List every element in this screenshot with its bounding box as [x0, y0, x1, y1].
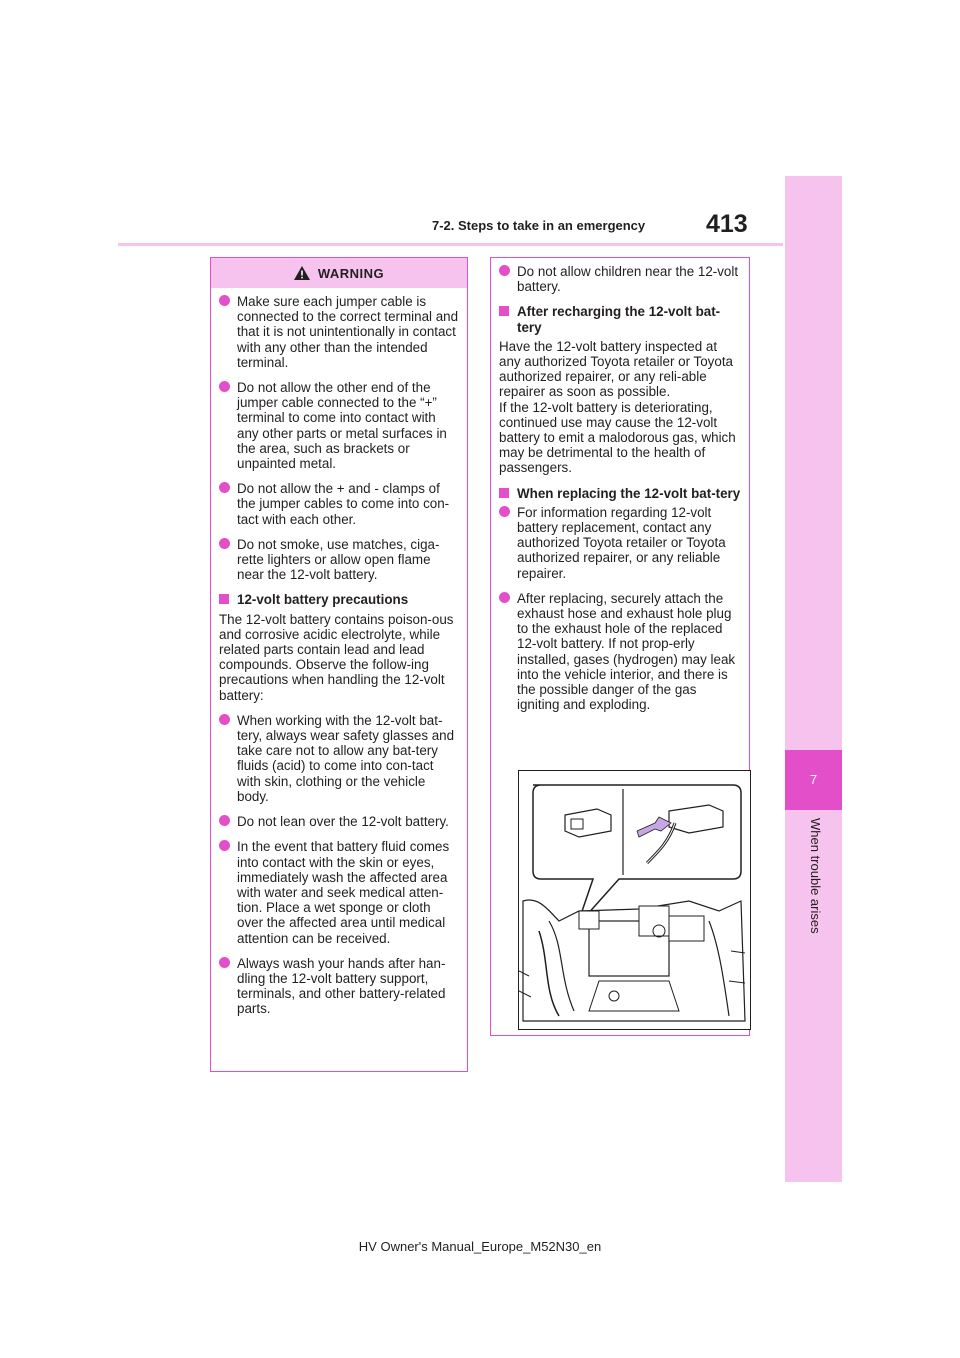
footer-manual-id: HV Owner's Manual_Europe_M52N30_en: [358, 1239, 602, 1254]
bullet-dot-icon: [219, 538, 230, 549]
chapter-number-box: 7: [785, 750, 842, 810]
bullet-dot-icon: [499, 506, 510, 517]
chapter-title: When trouble arises: [808, 818, 823, 934]
replace-bullet: [499, 591, 741, 713]
precautions-text: The 12-volt battery contains poison-ous and corrosive acidic electrolyte, while related parts contain lead and lead compounds. Observe the follow-ing precautions when handling the 12-volt battery:: [219, 611, 454, 703]
precautions-heading: [219, 592, 459, 607]
recharge-heading: [499, 304, 741, 334]
bullet-dot-icon: [499, 592, 510, 603]
page-number: 413: [706, 210, 748, 238]
header-rule: [118, 243, 783, 246]
precaution-bullet: [219, 839, 459, 945]
bullet-text: Make sure each jumper cable is connected to the correct terminal and that it is not unintentionally in contact with any other than the intended terminal.: [237, 294, 459, 370]
heading-text: 12-volt battery precautions: [237, 592, 409, 608]
bullet-text: Do not smoke, use matches, ciga-rette lighters or allow open flame near the 12-volt battery.: [237, 536, 440, 583]
bullet-dot-icon: [219, 381, 230, 392]
heading-text: When replacing the 12-volt bat-tery: [517, 485, 741, 501]
bullet-text: Do not allow children near the 12-volt battery.: [517, 264, 739, 295]
bullet-dot-icon: [219, 482, 230, 493]
chapter-sidebar-tab: [785, 176, 842, 1182]
warning-bullet: [219, 294, 459, 370]
precaution-bullet: [219, 814, 459, 829]
bullet-text: In the event that battery fluid comes into contact with the skin or eyes, immediately wash the affected area with water and seek medical atten-tion. Place a wet sponge or cloth over the affected area until medical attention can be received.: [237, 839, 450, 946]
square-bullet-icon: [219, 594, 229, 604]
bullet-text: Do not allow the + and - clamps of the jumper cables to come into con-tact with each other.: [237, 481, 450, 527]
warning-bullet: [219, 537, 459, 583]
bullet-text: Do not lean over the 12-volt battery.: [237, 814, 449, 830]
warning-bullet: [219, 481, 459, 527]
bullet-text: Do not allow the other end of the jumper cable connected to the “+” terminal to come into contact with any other parts or metal surfaces in the area, such as brackets or unpainted metal.: [237, 380, 447, 472]
bullet-text: When working with the 12-volt bat-tery, always wear safety glasses and take care not to allow any bat-tery fluids (acid) to come into con-tact with skin, clothing or the vehicle body.: [237, 712, 455, 804]
recharge-text-2: If the 12-volt battery is deteriorating, continued use may cause the 12-volt battery to emit a malodorous gas, which may be detrimental to the health of passengers.: [499, 399, 736, 476]
square-bullet-icon: [499, 488, 509, 498]
bullet-dot-icon: [219, 840, 230, 851]
bullet-dot-icon: [219, 957, 230, 968]
precaution-bullet: [219, 713, 459, 804]
square-bullet-icon: [499, 306, 509, 316]
warning-triangle-icon: [294, 266, 310, 280]
bullet-text: For information regarding 12-volt battery replacement, contact any authorized Toyota retailer or Toyota authorized repairer, or any reliable repairer.: [517, 504, 726, 581]
bullet-dot-icon: [219, 815, 230, 826]
bullet-text: Always wash your hands after han-dling the 12-volt battery support, terminals, and other battery-related parts.: [237, 955, 446, 1017]
replace-bullet: [499, 505, 741, 581]
warning-box: [210, 257, 468, 1072]
warning-title: WARNING: [317, 265, 385, 281]
bullet-dot-icon: [499, 265, 510, 276]
recharge-text-1: Have the 12-volt battery inspected at any authorized Toyota retailer or Toyota authorized repairer, or any reli-able repairer as soon as possible.: [499, 338, 733, 400]
continued-warning-box: [490, 257, 750, 1036]
right-content: [491, 258, 749, 712]
children-bullet: [499, 264, 741, 294]
battery-engine-bay-drawing: [519, 771, 750, 1029]
precaution-bullet: [219, 956, 459, 1017]
bullet-text: After replacing, securely attach the exhaust hose and exhaust hole plug to the exhaust hole of the replaced 12-volt battery. If not prop-erly installed, gases (hydrogen) may leak into the vehicle interior, and there is the possible danger of the gas igniting and exploding.: [517, 590, 736, 713]
heading-text: After recharging the 12-volt bat-tery: [517, 304, 721, 335]
warning-bullet: [219, 380, 459, 471]
section-title: 7-2. Steps to take in an emergency: [432, 218, 646, 233]
warning-header: [211, 258, 467, 288]
replace-heading: [499, 486, 741, 501]
bullet-dot-icon: [219, 295, 230, 306]
battery-exhaust-illustration: [518, 770, 751, 1030]
bullet-dot-icon: [219, 714, 230, 725]
warning-content: [211, 288, 467, 1017]
